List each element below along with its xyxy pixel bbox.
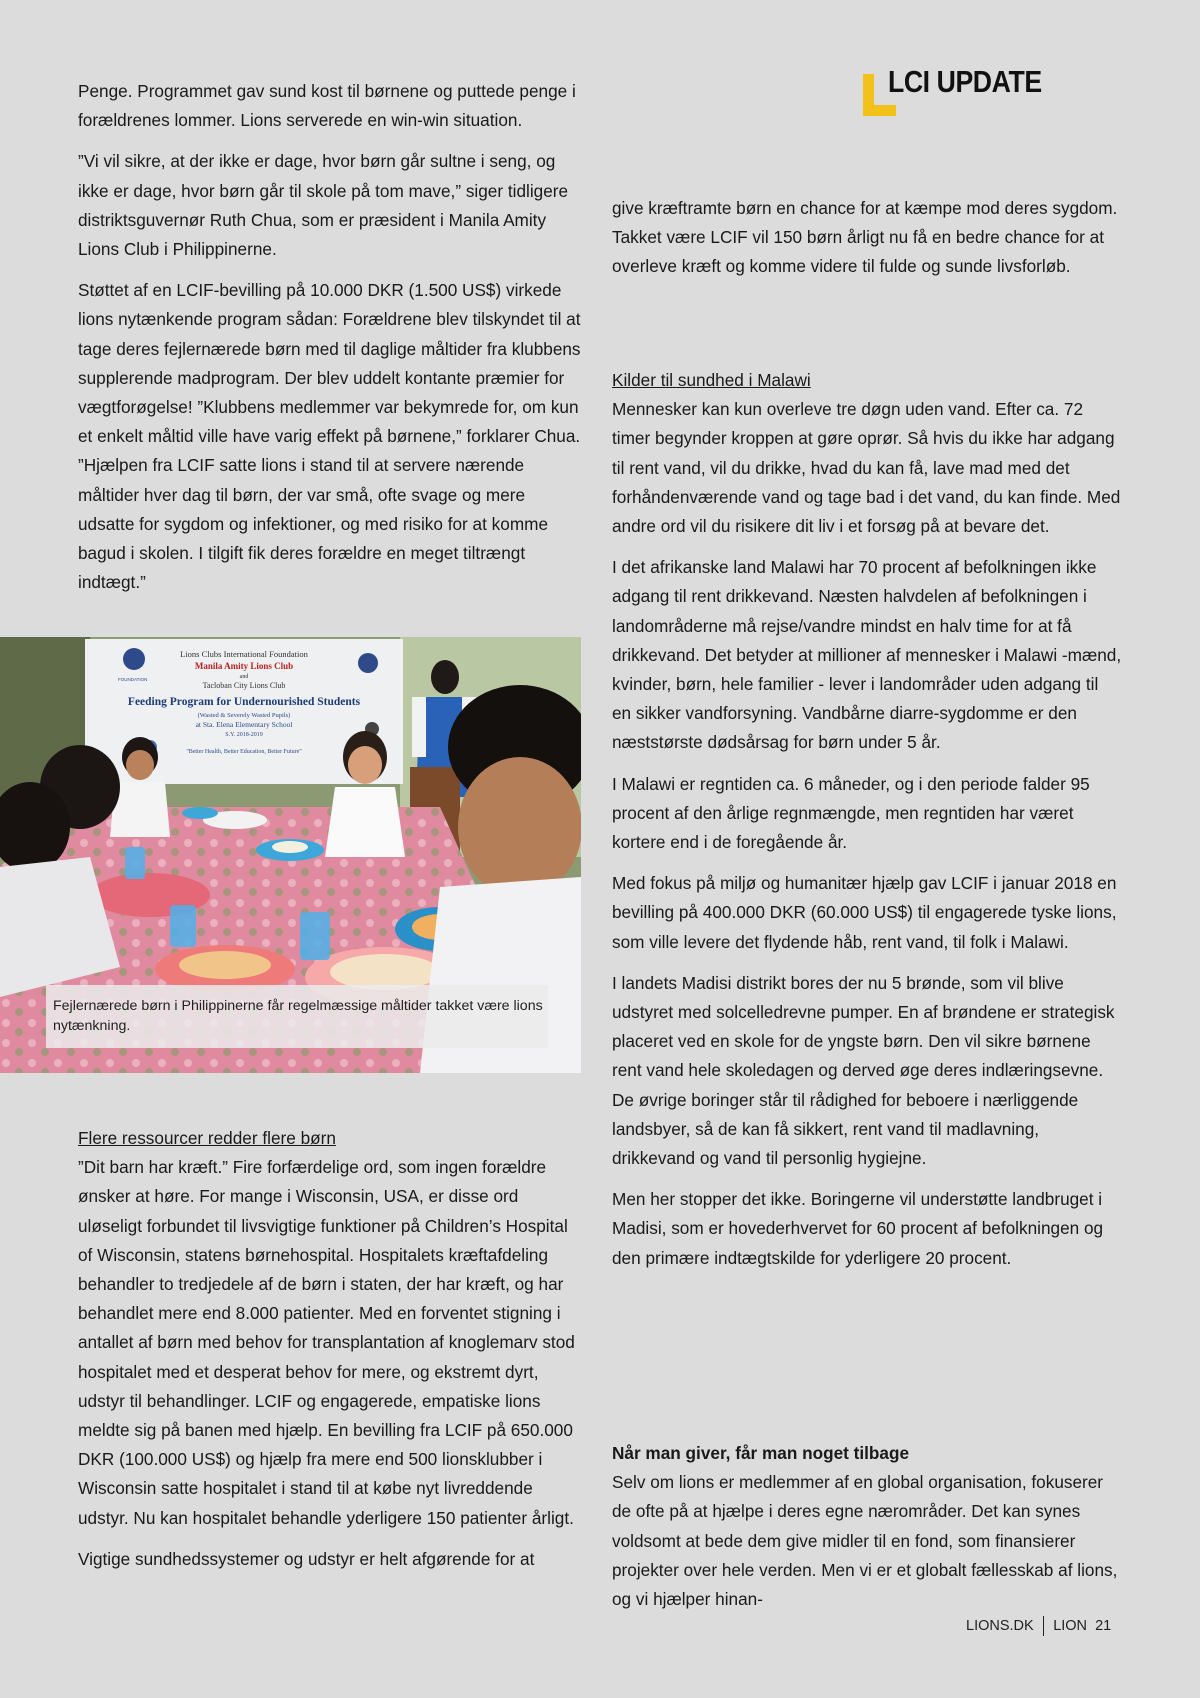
- banner-title: Feeding Program for Undernourished Students: [127, 696, 361, 708]
- paragraph: Men her stopper det ikke. Boringerne vil understøtte landbruget i Madisi, som er hovederhvervet for 60 procent af befolkningen og den primære indtægtskilde for yderligere 20 procent.: [612, 1189, 1104, 1268]
- banner-line: Lions Clubs International Foundation: [180, 649, 308, 659]
- paragraph: Støttet af en LCIF-bevilling på 10.000 DKR (1.500 US$) virkede lions nytænkende program sådan: Forældrene blev tilskyndet til at tage deres fejlernærede børn med til daglige måltider fra klubbens supplerende madprogram. Der blev uddelt kontante præmier for vægtforøgelse! ”Klubbens medlemmer var bekymrede for, om kun et enkelt måltid ville have varig effekt på børnene,” forklarer Chua. ”Hjælpen fra LCIF satte lions i stand til at servere nærende måltider hver dag til børn, der var små, ofte svage og mere udsatte for sygdom og infektioner, og med risiko for at komme bagud i skolen. I tilgift fik deres forældre en meget tiltrængt indtægt.”: [78, 280, 581, 593]
- right-column-top: [612, 194, 1122, 294]
- left-column-top: [78, 77, 583, 609]
- banner-line: Manila Amity Lions Club: [194, 661, 294, 671]
- feeding-program-photo: [0, 637, 581, 1073]
- section-title: LCI UPDATE: [888, 64, 1042, 99]
- page-footer: [966, 1616, 1111, 1636]
- photo-caption-box: [46, 985, 548, 1048]
- paragraph: Penge. Programmet gav sund kost til børnene og puttede penge i forældrenes lommer. Lions serverede en win-win situation.: [78, 81, 576, 131]
- section-logo: [860, 64, 1060, 124]
- banner-line: (Wasted & Severely Wasted Pupils): [197, 712, 291, 719]
- right-column-middle: [612, 366, 1122, 1285]
- footer-divider: [1043, 1616, 1045, 1636]
- banner-line: Tacloban City Lions Club: [202, 681, 286, 690]
- club-logo-icon: [358, 653, 378, 673]
- page-number: 21: [1095, 1617, 1112, 1634]
- photo-caption: Fejlernærede børn i Philippinerne får regelmæssige måltider takket være lions nytænkning.: [53, 998, 543, 1034]
- paragraph: ”Vi vil sikre, at der ikke er dage, hvor børn går sultne i seng, og ikke er dage, hvor børn går til skole på tom mave,” siger tidligere distriktsguvernør Ruth Chua, som er præsident i Manila Amity Lions Club i Philippinerne.: [78, 151, 569, 260]
- paragraph: Selv om lions er medlemmer af en global organisation, fokuserer de ofte på at hjælpe i deres egne nærområder. Det kan synes voldsomt at bede dem give midler til en fond, som finansierer projekter over hele verden. Men vi er et globalt fællesskab af lions, og vi hjælper hinan-: [612, 1472, 1118, 1610]
- banner-line: at Sta. Elena Elementary School: [195, 720, 293, 729]
- banner-line: S.Y. 2018-2019: [225, 732, 263, 738]
- paragraph: Med fokus på miljø og humanitær hjælp gav LCIF i januar 2018 en bevilling på 400.000 DKR (60.000 US$) til engagerede tyske lions, som ville levere det flydende håb, rent vand, til folk i Malawi.: [612, 873, 1117, 952]
- paragraph: give kræftramte børn en chance for at kæmpe mod deres sygdom. Takket være LCIF vil 150 børn årligt nu få en bedre chance for at overleve kræft og komme videre til fulde og sunde livsforløb.: [612, 198, 1118, 277]
- lions-logo-icon: [123, 648, 145, 670]
- paragraph: I landets Madisi distrikt bores der nu 5 brønde, som vil blive udstyret med solcelledrevne pumper. En af brøndene er strategisk placeret ved en skole for de yngste børn. Den vil sikre børnene rent vand hele skoledagen og derved øge deres indlæringsevne. De øvrige boringer står til rådighed for beboere i nærliggende landsbyer, så de kan få sikkert, rent vand til madlavning, drikkevand og vand til personlig hygiejne.: [612, 972, 1115, 1169]
- right-column-bottom: [612, 1439, 1122, 1626]
- banner-footer: "Better Health, Better Education, Better Future": [186, 749, 302, 755]
- footer-magazine: LION: [1053, 1617, 1088, 1634]
- paragraph: I Malawi er regntiden ca. 6 måneder, og i den periode falder 95 procent af den årlige regnmængde, men regntiden har været kortere end i de foregående år.: [612, 773, 1090, 853]
- section-heading: Kilder til sundhed i Malawi: [612, 370, 811, 390]
- left-column-bottom: [78, 1124, 583, 1586]
- section-heading: Flere ressourcer redder flere børn: [78, 1128, 336, 1148]
- paragraph: Mennesker kan kun overleve tre døgn uden vand. Efter ca. 72 timer begynder kroppen at gøre oprør. Så hvis du ikke har adgang til rent vand, vil du drikke, hvad du kan få, lave mad med det forhåndenværende vand og tage bad i det vand, du kan finde. Med andre ord vil du risikere dit liv i et forsøg på at bevare det.: [612, 399, 1121, 537]
- logo-bracket-horizontal: [863, 105, 896, 116]
- paragraph: Vigtige sundhedssystemer og udstyr er helt afgørende for at: [78, 1548, 535, 1569]
- banner-line: and: [239, 674, 249, 680]
- paragraph: ”Dit barn har kræft.” Fire forfærdelige ord, som ingen forældre ønsker at høre. For mange i Wisconsin, USA, er disse ord uløseligt forbundet til livsvigtige funktioner på Children’s Hospital of Wisconsin, statens børnehospital. Hospitalets kræftafdeling behandler to tredjedele af de børn i staten, der har kræft, og har behandlet mere end 8.000 patienter. Med en forventet stigning i antallet af børn med behov for transplantation af knoglemarv stod hospitalet med et desperat behov for mere, og ekstremt dyrt, udstyr til behandlinger. LCIF og engagerede, empatiske lions meldte sig på banen med hjælp. En bevilling fra LCIF på 650.000 DKR (100.000 US$) og hjælp fra mere end 500 lionsklubber i Wisconsin satte hospitalet i stand til at købe nyt livreddende udstyr. Nu kan hospitalet behandle yderligere 150 patienter årligt.: [78, 1157, 575, 1528]
- paragraph: I det afrikanske land Malawi har 70 procent af befolkningen ikke adgang til rent drikkevand. Næsten halvdelen af befolkningen i landområderne må rejse/vandre mindst en halv time for at få drikkevand. Det betyder at millioner af mennesker i Malawi -mænd, kvinder, børn, hele familier - lever i landområder uden adgang til en sikker vandforsyning. Vandbårne diarre-sygdomme er den næststørste dødsårsag for børn under 5 år.: [612, 557, 1122, 753]
- footer-site: LIONS.DK: [966, 1617, 1034, 1634]
- section-heading: Når man giver, får man noget tilbage: [612, 1443, 910, 1463]
- banner-logo-text: FOUNDATION: [118, 677, 148, 682]
